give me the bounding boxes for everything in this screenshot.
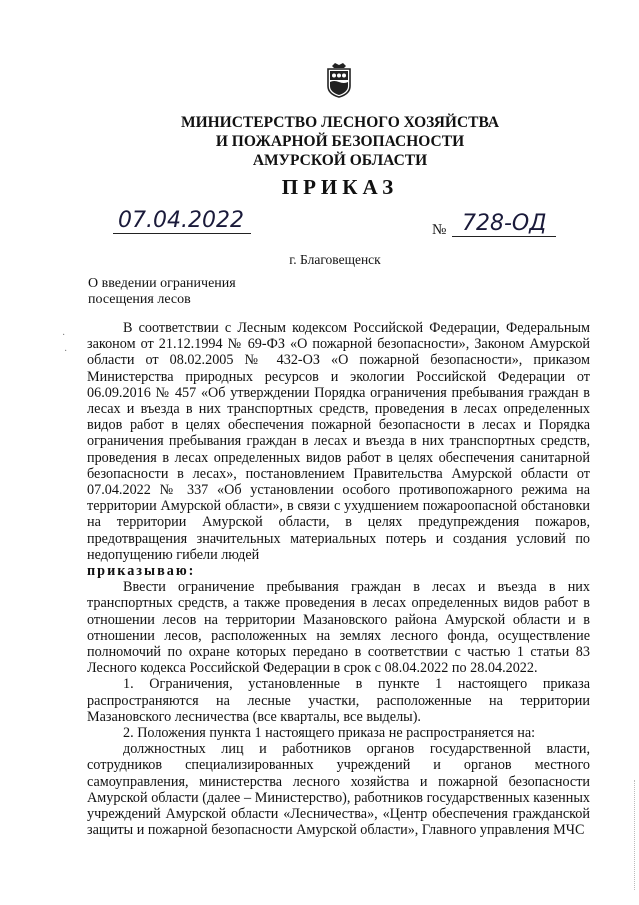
handwritten-order-number: 728-ОД bbox=[462, 211, 547, 236]
city-name: г. Благовещенск bbox=[289, 252, 381, 267]
subject-line-1: О введении ограничения bbox=[88, 276, 236, 291]
order-body bbox=[87, 320, 590, 839]
handwritten-date: 07.04.2022 bbox=[118, 208, 244, 233]
clause-2-subparagraph: должностных лиц и работников органов государственной власти, сотрудников специализированных учреждений и органов местного самоуправления, министерства лесного хозяйства и пожарной безопасности Амурской области (далее – Министерство), работников государственных казенных учреждений Амурской области «Лесничества», «Центр обеспечения гражданской защиты и пожарной безопасности Амурской области», Главного управления МЧС bbox=[87, 741, 590, 839]
preamble-paragraph: В соответствии с Лесным кодексом Российской Федерации, Федеральным законом от 21.12.1994 № 69-ФЗ «О пожарной безопасности», Законом Амурской области от 08.02.2005 № 432-ОЗ «О пожарной безопасности», приказом Министерства природных ресурсов и экологии Российской Федерации от 06.09.2016 № 457 «Об утверждении Порядка ограничения пребывания граждан в лесах и въезда в них транспортных средств, проведения в лесах определенных видов работ в целях обеспечения пожарной безопасности в лесах и Порядка ограничения пребывания граждан в лесах и въезда в них транспортных средств, проведения в лесах определенных видов работ в целях обеспечения санитарной безопасности в лесах», постановлением Правительства Амурской области от 07.04.2022 № 337 «Об установлении особого противопожарного режима на территории Амурской области», в связи с ухудшением пожароопасной обстановки на территории Амурской области, в целях предупреждения пожаров, предотвращения значительных материальных потерь и создания условий по недопущению гибели людей bbox=[87, 320, 590, 563]
ministry-line-1: МИНИСТЕРСТВО ЛЕСНОГО ХОЗЯЙСТВА bbox=[180, 114, 500, 131]
margin-mark: · bbox=[62, 330, 66, 341]
ministry-line-3: АМУРСКОЙ ОБЛАСТИ bbox=[252, 152, 428, 169]
clause-2-paragraph: 2. Положения пункта 1 настоящего приказа не распространяется на: bbox=[123, 725, 536, 742]
main-order-paragraph: Ввести ограничение пребывания граждан в лесах и въезда в них транспортных средств, а также проведения в лесах определенных видов работ в отношении лесов на территории Мазановского района Амурской области и в отношении лесов, расположенных на землях лесного фонда, осуществление полномочий по охране которых передано в соответствии с частью 1 статьи 83 Лесного кодекса Российской Федерации в срок с 08.04.2022 по 28.04.2022. bbox=[87, 579, 590, 677]
order-subject bbox=[88, 276, 288, 308]
number-sign: № bbox=[432, 222, 447, 238]
clause-1-paragraph: 1. Ограничения, установленные в пункте 1 настоящего приказа распространяются на лесные участки, расположенные на территории Мазановского лесничества (все кварталы, все выделы). bbox=[87, 676, 590, 725]
margin-mark: · bbox=[64, 346, 68, 357]
date-underline bbox=[113, 233, 251, 234]
prikazyvayu-label: приказываю: bbox=[87, 563, 196, 580]
number-underline bbox=[452, 236, 556, 237]
ministry-name bbox=[150, 113, 530, 170]
subject-line-2: посещения лесов bbox=[88, 292, 191, 307]
ministry-line-2: И ПОЖАРНОЙ БЕЗОПАСНОСТИ bbox=[215, 133, 465, 150]
scan-edge-artifact bbox=[633, 780, 635, 890]
amur-oblast-coat-of-arms-icon bbox=[326, 62, 352, 98]
document-type-title: ПРИКАЗ bbox=[281, 175, 399, 199]
